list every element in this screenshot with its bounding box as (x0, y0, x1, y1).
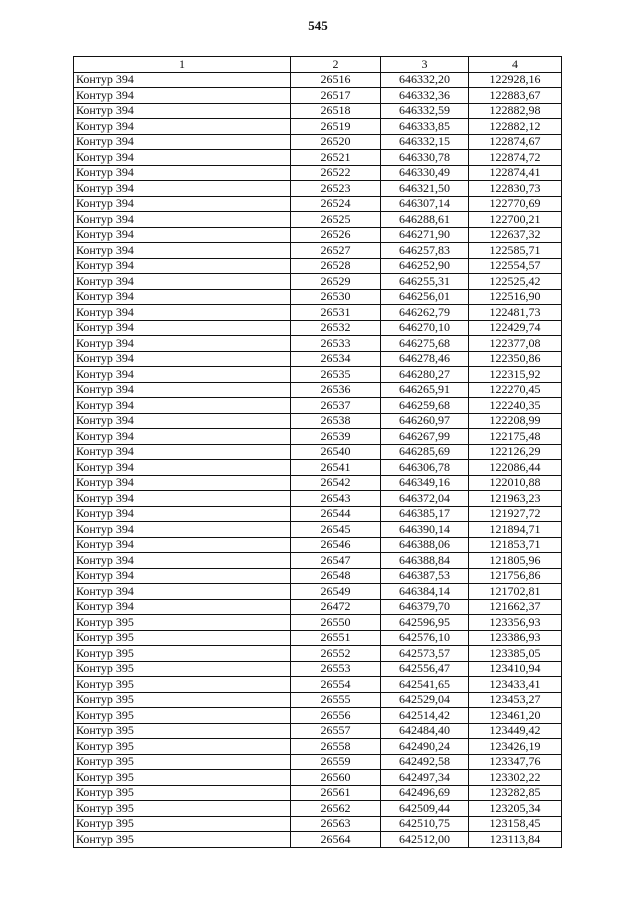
contour-cell: Контур 394 (74, 351, 291, 367)
contour-cell: Контур 394 (74, 72, 291, 88)
column-header-1: 1 (74, 57, 291, 73)
contour-cell: Контур 394 (74, 103, 291, 119)
y-coordinate-cell: 122883,67 (469, 88, 562, 104)
x-coordinate-cell: 646259,68 (381, 398, 469, 414)
x-coordinate-cell: 642573,57 (381, 646, 469, 662)
y-coordinate-cell: 122585,71 (469, 243, 562, 259)
contour-cell: Контур 395 (74, 770, 291, 786)
contour-cell: Контур 394 (74, 305, 291, 321)
point-number-cell: 26558 (291, 739, 381, 755)
table-row (74, 289, 562, 305)
table-row (74, 522, 562, 538)
y-coordinate-cell: 121963,23 (469, 491, 562, 507)
y-coordinate-cell: 122086,44 (469, 460, 562, 476)
x-coordinate-cell: 646332,20 (381, 72, 469, 88)
point-number-cell: 26564 (291, 832, 381, 848)
x-coordinate-cell: 646265,91 (381, 382, 469, 398)
x-coordinate-cell: 646260,97 (381, 413, 469, 429)
contour-cell: Контур 394 (74, 212, 291, 228)
x-coordinate-cell: 646372,04 (381, 491, 469, 507)
contour-cell: Контур 395 (74, 677, 291, 693)
x-coordinate-cell: 646330,78 (381, 150, 469, 166)
y-coordinate-cell: 121702,81 (469, 584, 562, 600)
point-number-cell: 26534 (291, 351, 381, 367)
point-number-cell: 26549 (291, 584, 381, 600)
point-number-cell: 26533 (291, 336, 381, 352)
y-coordinate-cell: 122350,86 (469, 351, 562, 367)
table-row (74, 460, 562, 476)
y-coordinate-cell: 123449,42 (469, 723, 562, 739)
contour-cell: Контур 394 (74, 584, 291, 600)
y-coordinate-cell: 122010,88 (469, 475, 562, 491)
table-row (74, 367, 562, 383)
y-coordinate-cell: 121927,72 (469, 506, 562, 522)
table-row (74, 801, 562, 817)
y-coordinate-cell: 123302,22 (469, 770, 562, 786)
x-coordinate-cell: 642492,58 (381, 754, 469, 770)
table-row (74, 274, 562, 290)
y-coordinate-cell: 123453,27 (469, 692, 562, 708)
y-coordinate-cell: 122874,72 (469, 150, 562, 166)
table-row (74, 739, 562, 755)
coordinates-table (73, 56, 562, 848)
table-row (74, 320, 562, 336)
point-number-cell: 26539 (291, 429, 381, 445)
y-coordinate-cell: 122554,57 (469, 258, 562, 274)
x-coordinate-cell: 646379,70 (381, 599, 469, 615)
contour-cell: Контур 395 (74, 832, 291, 848)
x-coordinate-cell: 646330,49 (381, 165, 469, 181)
x-coordinate-cell: 642529,04 (381, 692, 469, 708)
point-number-cell: 26526 (291, 227, 381, 243)
y-coordinate-cell: 121894,71 (469, 522, 562, 538)
contour-cell: Контур 394 (74, 413, 291, 429)
point-number-cell: 26551 (291, 630, 381, 646)
y-coordinate-cell: 122377,08 (469, 336, 562, 352)
y-coordinate-cell: 122525,42 (469, 274, 562, 290)
y-coordinate-cell: 122270,45 (469, 382, 562, 398)
table-row (74, 584, 562, 600)
table-row (74, 382, 562, 398)
table-row (74, 88, 562, 104)
x-coordinate-cell: 646252,90 (381, 258, 469, 274)
point-number-cell: 26538 (291, 413, 381, 429)
x-coordinate-cell: 642576,10 (381, 630, 469, 646)
table-row (74, 134, 562, 150)
y-coordinate-cell: 121853,71 (469, 537, 562, 553)
point-number-cell: 26550 (291, 615, 381, 631)
point-number-cell: 26543 (291, 491, 381, 507)
contour-cell: Контур 394 (74, 243, 291, 259)
x-coordinate-cell: 642497,34 (381, 770, 469, 786)
point-number-cell: 26535 (291, 367, 381, 383)
x-coordinate-cell: 646349,16 (381, 475, 469, 491)
point-number-cell: 26529 (291, 274, 381, 290)
y-coordinate-cell: 123356,93 (469, 615, 562, 631)
table-row (74, 351, 562, 367)
table-row (74, 537, 562, 553)
x-coordinate-cell: 646332,36 (381, 88, 469, 104)
table-row (74, 506, 562, 522)
x-coordinate-cell: 642541,65 (381, 677, 469, 693)
point-number-cell: 26552 (291, 646, 381, 662)
x-coordinate-cell: 646256,01 (381, 289, 469, 305)
x-coordinate-cell: 646271,90 (381, 227, 469, 243)
point-number-cell: 26546 (291, 537, 381, 553)
point-number-cell: 26547 (291, 553, 381, 569)
y-coordinate-cell: 122481,73 (469, 305, 562, 321)
contour-cell: Контур 395 (74, 661, 291, 677)
table-row (74, 677, 562, 693)
point-number-cell: 26528 (291, 258, 381, 274)
table-row (74, 491, 562, 507)
y-coordinate-cell: 122208,99 (469, 413, 562, 429)
y-coordinate-cell: 121805,96 (469, 553, 562, 569)
point-number-cell: 26472 (291, 599, 381, 615)
contour-cell: Контур 394 (74, 336, 291, 352)
table-row (74, 832, 562, 848)
contour-cell: Контур 394 (74, 491, 291, 507)
point-number-cell: 26553 (291, 661, 381, 677)
point-number-cell: 26520 (291, 134, 381, 150)
table-row (74, 398, 562, 414)
x-coordinate-cell: 646384,14 (381, 584, 469, 600)
point-number-cell: 26537 (291, 398, 381, 414)
y-coordinate-cell: 122637,32 (469, 227, 562, 243)
contour-cell: Контур 395 (74, 646, 291, 662)
table-row (74, 785, 562, 801)
point-number-cell: 26540 (291, 444, 381, 460)
table-row (74, 599, 562, 615)
x-coordinate-cell: 646285,69 (381, 444, 469, 460)
x-coordinate-cell: 646270,10 (381, 320, 469, 336)
point-number-cell: 26522 (291, 165, 381, 181)
x-coordinate-cell: 646288,61 (381, 212, 469, 228)
x-coordinate-cell: 646257,83 (381, 243, 469, 259)
column-header-4: 4 (469, 57, 562, 73)
point-number-cell: 26548 (291, 568, 381, 584)
contour-cell: Контур 394 (74, 568, 291, 584)
y-coordinate-cell: 121756,86 (469, 568, 562, 584)
table-row (74, 227, 562, 243)
point-number-cell: 26524 (291, 196, 381, 212)
table-row (74, 553, 562, 569)
x-coordinate-cell: 646388,84 (381, 553, 469, 569)
table-row (74, 615, 562, 631)
y-coordinate-cell: 123282,85 (469, 785, 562, 801)
contour-cell: Контур 394 (74, 88, 291, 104)
point-number-cell: 26530 (291, 289, 381, 305)
contour-cell: Контур 394 (74, 460, 291, 476)
point-number-cell: 26525 (291, 212, 381, 228)
x-coordinate-cell: 646267,99 (381, 429, 469, 445)
table-row (74, 708, 562, 724)
table-row (74, 661, 562, 677)
x-coordinate-cell: 646278,46 (381, 351, 469, 367)
page-number: 545 (308, 18, 328, 33)
table-row (74, 692, 562, 708)
x-coordinate-cell: 646262,79 (381, 305, 469, 321)
table-row (74, 444, 562, 460)
x-coordinate-cell: 642512,00 (381, 832, 469, 848)
table-row (74, 646, 562, 662)
contour-cell: Контур 394 (74, 258, 291, 274)
y-coordinate-cell: 123385,05 (469, 646, 562, 662)
y-coordinate-cell: 123205,34 (469, 801, 562, 817)
point-number-cell: 26532 (291, 320, 381, 336)
table-row (74, 568, 562, 584)
contour-cell: Контур 394 (74, 398, 291, 414)
table-row (74, 119, 562, 135)
x-coordinate-cell: 642596,95 (381, 615, 469, 631)
x-coordinate-cell: 642509,44 (381, 801, 469, 817)
contour-cell: Контур 395 (74, 754, 291, 770)
x-coordinate-cell: 646388,06 (381, 537, 469, 553)
y-coordinate-cell: 121662,37 (469, 599, 562, 615)
table-row (74, 475, 562, 491)
y-coordinate-cell: 122874,41 (469, 165, 562, 181)
table-row (74, 165, 562, 181)
table-row (74, 258, 562, 274)
point-number-cell: 26542 (291, 475, 381, 491)
y-coordinate-cell: 122874,67 (469, 134, 562, 150)
point-number-cell: 26521 (291, 150, 381, 166)
point-number-cell: 26555 (291, 692, 381, 708)
contour-cell: Контур 395 (74, 785, 291, 801)
table-row (74, 336, 562, 352)
table-row (74, 723, 562, 739)
table-row (74, 413, 562, 429)
x-coordinate-cell: 646390,14 (381, 522, 469, 538)
point-number-cell: 26545 (291, 522, 381, 538)
table-row (74, 150, 562, 166)
point-number-cell: 26518 (291, 103, 381, 119)
x-coordinate-cell: 642556,47 (381, 661, 469, 677)
table-row (74, 103, 562, 119)
contour-cell: Контур 395 (74, 692, 291, 708)
point-number-cell: 26563 (291, 816, 381, 832)
table-row (74, 630, 562, 646)
contour-cell: Контур 394 (74, 196, 291, 212)
table-row (74, 754, 562, 770)
y-coordinate-cell: 123410,94 (469, 661, 562, 677)
y-coordinate-cell: 122175,48 (469, 429, 562, 445)
point-number-cell: 26536 (291, 382, 381, 398)
point-number-cell: 26516 (291, 72, 381, 88)
x-coordinate-cell: 646306,78 (381, 460, 469, 476)
contour-cell: Контур 394 (74, 274, 291, 290)
point-number-cell: 26517 (291, 88, 381, 104)
contour-cell: Контур 394 (74, 522, 291, 538)
x-coordinate-cell: 646385,17 (381, 506, 469, 522)
contour-cell: Контур 394 (74, 367, 291, 383)
y-coordinate-cell: 122700,21 (469, 212, 562, 228)
point-number-cell: 26562 (291, 801, 381, 817)
contour-cell: Контур 394 (74, 150, 291, 166)
x-coordinate-cell: 642510,75 (381, 816, 469, 832)
contour-cell: Контур 394 (74, 134, 291, 150)
y-coordinate-cell: 122882,98 (469, 103, 562, 119)
y-coordinate-cell: 123158,45 (469, 816, 562, 832)
y-coordinate-cell: 123347,76 (469, 754, 562, 770)
column-header-2: 2 (291, 57, 381, 73)
point-number-cell: 26541 (291, 460, 381, 476)
y-coordinate-cell: 122830,73 (469, 181, 562, 197)
x-coordinate-cell: 646255,31 (381, 274, 469, 290)
table-row (74, 305, 562, 321)
contour-cell: Контур 394 (74, 506, 291, 522)
x-coordinate-cell: 646332,15 (381, 134, 469, 150)
y-coordinate-cell: 122928,16 (469, 72, 562, 88)
contour-cell: Контур 394 (74, 320, 291, 336)
point-number-cell: 26531 (291, 305, 381, 321)
contour-cell: Контур 394 (74, 553, 291, 569)
point-number-cell: 26519 (291, 119, 381, 135)
contour-cell: Контур 394 (74, 289, 291, 305)
point-number-cell: 26560 (291, 770, 381, 786)
contour-cell: Контур 395 (74, 816, 291, 832)
point-number-cell: 26544 (291, 506, 381, 522)
table-body (74, 72, 562, 847)
contour-cell: Контур 395 (74, 801, 291, 817)
point-number-cell: 26559 (291, 754, 381, 770)
contour-cell: Контур 395 (74, 630, 291, 646)
point-number-cell: 26523 (291, 181, 381, 197)
contour-cell: Контур 395 (74, 615, 291, 631)
contour-cell: Контур 394 (74, 599, 291, 615)
y-coordinate-cell: 122240,35 (469, 398, 562, 414)
x-coordinate-cell: 642484,40 (381, 723, 469, 739)
contour-cell: Контур 395 (74, 708, 291, 724)
x-coordinate-cell: 646387,53 (381, 568, 469, 584)
y-coordinate-cell: 122315,92 (469, 367, 562, 383)
y-coordinate-cell: 123386,93 (469, 630, 562, 646)
table-row (74, 72, 562, 88)
contour-cell: Контур 395 (74, 739, 291, 755)
table-row (74, 196, 562, 212)
y-coordinate-cell: 123433,41 (469, 677, 562, 693)
table-row (74, 181, 562, 197)
y-coordinate-cell: 122516,90 (469, 289, 562, 305)
table-row (74, 243, 562, 259)
point-number-cell: 26556 (291, 708, 381, 724)
point-number-cell: 26527 (291, 243, 381, 259)
contour-cell: Контур 394 (74, 165, 291, 181)
x-coordinate-cell: 642496,69 (381, 785, 469, 801)
x-coordinate-cell: 642514,42 (381, 708, 469, 724)
y-coordinate-cell: 123461,20 (469, 708, 562, 724)
x-coordinate-cell: 646280,27 (381, 367, 469, 383)
table-header-row (74, 57, 562, 73)
table-row (74, 816, 562, 832)
x-coordinate-cell: 646333,85 (381, 119, 469, 135)
y-coordinate-cell: 123426,19 (469, 739, 562, 755)
y-coordinate-cell: 123113,84 (469, 832, 562, 848)
x-coordinate-cell: 642490,24 (381, 739, 469, 755)
x-coordinate-cell: 646275,68 (381, 336, 469, 352)
table-row (74, 770, 562, 786)
point-number-cell: 26554 (291, 677, 381, 693)
x-coordinate-cell: 646307,14 (381, 196, 469, 212)
y-coordinate-cell: 122429,74 (469, 320, 562, 336)
y-coordinate-cell: 122770,69 (469, 196, 562, 212)
contour-cell: Контур 395 (74, 723, 291, 739)
contour-cell: Контур 394 (74, 475, 291, 491)
contour-cell: Контур 394 (74, 119, 291, 135)
contour-cell: Контур 394 (74, 537, 291, 553)
point-number-cell: 26557 (291, 723, 381, 739)
point-number-cell: 26561 (291, 785, 381, 801)
table-row (74, 429, 562, 445)
contour-cell: Контур 394 (74, 444, 291, 460)
y-coordinate-cell: 122882,12 (469, 119, 562, 135)
x-coordinate-cell: 646321,50 (381, 181, 469, 197)
table-row (74, 212, 562, 228)
y-coordinate-cell: 122126,29 (469, 444, 562, 460)
contour-cell: Контур 394 (74, 429, 291, 445)
contour-cell: Контур 394 (74, 382, 291, 398)
contour-cell: Контур 394 (74, 181, 291, 197)
column-header-3: 3 (381, 57, 469, 73)
x-coordinate-cell: 646332,59 (381, 103, 469, 119)
contour-cell: Контур 394 (74, 227, 291, 243)
